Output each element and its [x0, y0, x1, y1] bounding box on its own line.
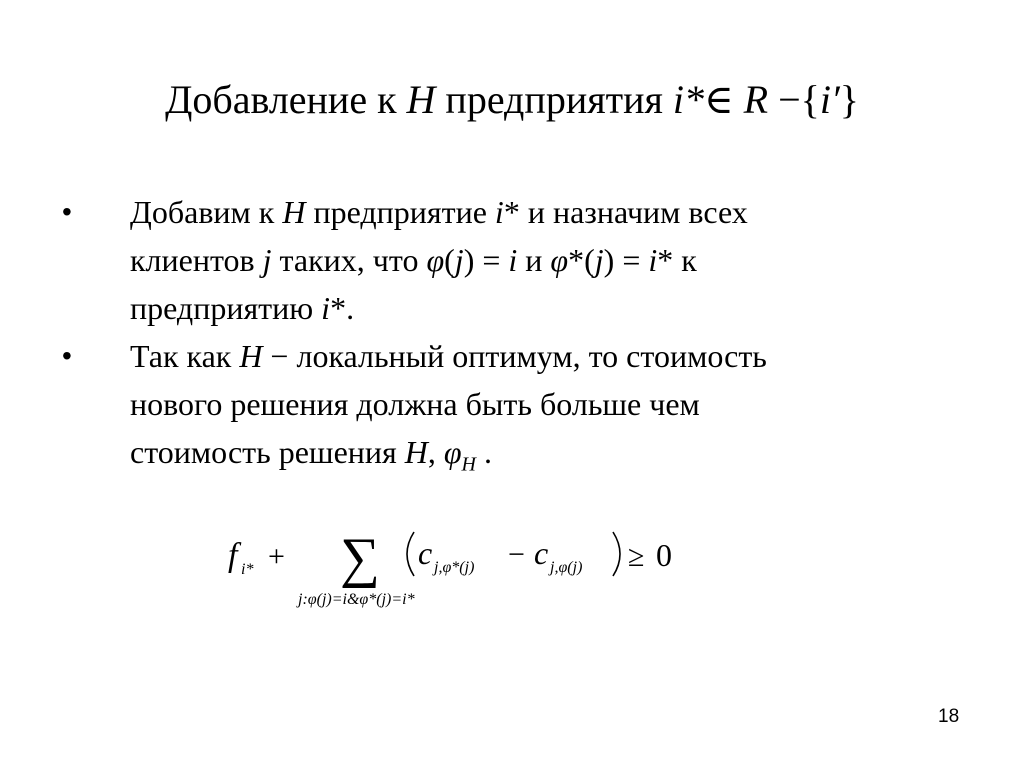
bullet-line: [130, 380, 960, 428]
bullet-text-segment: i: [494, 194, 504, 230]
title-text: предприятия: [435, 77, 673, 122]
formula-c1-subscript: j,φ*(j): [434, 559, 475, 576]
formula-c2-subscript: j,φ(j): [550, 559, 583, 576]
bullet-text-segment: j: [594, 242, 604, 278]
formula-right-paren: [613, 532, 620, 576]
formula-sum-subscript: j:φ(j)=i&φ*(j)=i*: [298, 591, 415, 608]
title-H: H: [406, 77, 436, 122]
bullet-line: [130, 236, 960, 284]
bullet-text-segment: φ: [443, 434, 462, 470]
formula-geq: ≥: [628, 540, 645, 573]
bullet-text-segment: Добавим к: [130, 194, 283, 230]
bullet-text-segment: H: [404, 434, 428, 470]
formula-c1: c: [418, 535, 433, 571]
bullet-item: [60, 188, 960, 332]
title-close-brace: }: [839, 77, 859, 122]
bullet-text-segment: ) =: [463, 242, 509, 278]
bullet-line: [130, 428, 960, 488]
bullet-text-segment: стоимость решения: [130, 434, 405, 470]
title-i-star: i*: [672, 77, 705, 122]
bullet-text-segment: i: [648, 242, 658, 278]
bullet-text-segment: − локальный оптимум, то стоимость: [262, 338, 767, 374]
page-number: 18: [938, 706, 960, 727]
bullet-text-segment: j: [454, 242, 464, 278]
bullet-dot: •: [62, 196, 72, 227]
formula-left-paren: [407, 532, 414, 576]
formula-plus: +: [268, 540, 285, 573]
bullet-line: [130, 284, 960, 332]
formula-zero: 0: [656, 537, 672, 573]
bullet-text-segment: клиентов: [130, 242, 263, 278]
bullet-text-segment: H: [461, 453, 476, 476]
slide-title: [0, 74, 1024, 126]
formula: [228, 528, 748, 618]
bullet-text-segment: φ: [426, 242, 445, 278]
bullet-text-segment: ,: [427, 434, 444, 470]
bullet-text-segment: .: [476, 434, 492, 470]
title-member-symbol: ∈: [704, 77, 734, 122]
bullet-text-segment: нового решения должна быть больше чем: [130, 386, 700, 422]
formula-c2: c: [534, 535, 549, 571]
title-R: R: [733, 77, 769, 122]
bullet-text-segment: таких, что: [271, 242, 427, 278]
bullet-text-segment: H: [282, 194, 306, 230]
bullet-text-segment: * к: [657, 242, 697, 278]
bullet-line: [130, 332, 960, 380]
bullet-text-segment: ) =: [603, 242, 649, 278]
bullet-text-segment: H: [239, 338, 263, 374]
title-i-prime: i′: [819, 77, 840, 122]
bullet-text-segment: и: [517, 242, 551, 278]
title-minus-set: −{: [768, 77, 820, 122]
formula-f-subscript: i*: [241, 561, 254, 578]
formula-f: f: [228, 537, 238, 574]
title-text: Добавление к: [165, 77, 407, 122]
bullet-text-segment: i: [321, 290, 331, 326]
bullet-dot: •: [62, 340, 72, 371]
bullet-text-segment: (: [444, 242, 455, 278]
formula-sum-symbol: ∑: [340, 528, 380, 589]
bullet-text-segment: *.: [330, 290, 355, 326]
bullet-text-segment: предприятие: [305, 194, 495, 230]
bullet-text-segment: Так как: [130, 338, 240, 374]
bullet-text-segment: φ: [550, 242, 569, 278]
bullet-text-segment: i: [508, 242, 518, 278]
bullet-text-segment: *(: [568, 242, 595, 278]
bullet-list: [60, 188, 960, 488]
bullet-line: [130, 188, 960, 236]
bullet-item: [60, 332, 960, 488]
formula-minus: −: [508, 538, 525, 571]
bullet-text-segment: j: [262, 242, 272, 278]
bullet-text-segment: * и назначим всех: [503, 194, 748, 230]
bullet-text-segment: предприятию: [130, 290, 322, 326]
